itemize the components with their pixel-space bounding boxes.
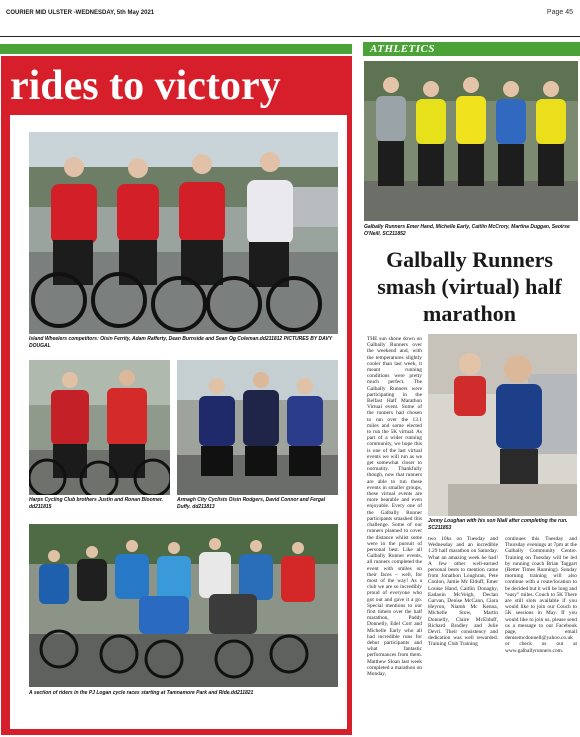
caption-race: A section of riders in the PJ Logan cycle races starting at Tamnamore Park and Ride.dd211821 [29,690,254,696]
galbally-group-photo [364,61,578,221]
article-column-2 [428,536,498,732]
caption-galbally-group: Galbally Runners Emer Hand, Michelle Early, Caitlin McCrory, Martina Duggan, Seoirse O'Neill. SC211852 [364,224,570,237]
green-bar [0,44,352,54]
caption-armagh: Armagh City Cyclists Oisin Rodgers, David Connor and Fergal Duffy. dd211813 [177,497,326,510]
header-rule [0,36,580,37]
caption-harps: Harps Cycling Club brothers Justin and Ronan Bloomer. dd211815 [29,497,163,510]
page-number: Page 45 [546,9,573,16]
article-column-3 [505,536,577,732]
headline: Galbally Runners smash (virtual) half marathon [377,247,562,326]
race-photo [29,524,338,687]
article-text-3: continues this Tuesday and Thursday evenings at 7pm at the Galbally Community Centre. Training on Tuesday will be led by running coach Brian Taggart (Better Times Running). Sunday morning training will also continue with a route/location to be decided but it will be long and “easy” miles. Couch to 5K There are still slots available if you would like to join our Couch to 5K sessions in May. If you would like to join us, please send us a message to our Facebook page, email denisemcdonnell@yahoo.co.uk or check us out at www.galballyrunners.com. [505,536,577,654]
harps-photo [29,360,170,495]
caption-loughan: Jonny Loughan with his son Niall after completing the run. SC211853 [428,518,568,531]
caption-island-wheelers: Island Wheelers competitors: Oisin Ferrity, Adam Rafferty, Dean Burnside and Sean Og Coleman.dd211812 PICTURES BY DAVY DOUGAL [29,336,332,349]
article-text-1: THE sun shone down on Galbally Runners over the weekend and, with the temperatures slightly cooler than last week, it meant running conditions were pretty much perfect. The Galbally Runners were participating in the Belfast Half Marathon Virtual event. Some of the runners had chosen to run over the 13.1 miles and some elected to run the 5K virtual. As part of a wider running community, we hope this is one of the last virtual events we will run as we get somewhat closer to normality. Thankfully though, now that runners are able to run these events in smaller groups, these virtual events are more bearable and even enjoyable. Every one of the Galbally Runner participants smashed this challenge. Some of our runners planned to cover the distance whilst some were in the pursuit of personal best. Like all Galbally Runner events, all runners completed the event with smiles on their faces – well, for most of the way! As a club we are so incredibly proud of everyone who got out and gave it a go. Special mentions to our first timers over the half marathon, Paddy Donnelly, Edel Corr and Michelle Early who all had incredible runs for debut participants and what fantastic performances from them. Matthew Sloan last week completed a marathon on Monday, [367,336,422,677]
section-label: ATHLETICS [370,43,436,55]
article-column-1 [367,336,422,732]
publication-line: COURIER MID ULSTER -WEDNESDAY, 5th May 2021 [6,10,155,16]
article-text-2: two 10ks on Tuesday and Wednesday and an incredible 1.29 half marathon on Saturday. What an amazing week he had! A few other well-earned personal bests to mention came from Jonathon Loughran, Pete Conlon, Jamie Mc Elduff, Emer Louise Hand, Caitlin Donaghy, Eadaoin McVeigh, Declan Garvan, Denise McCann, Ciara Heyron, Niamh Mc Kenna, Michelle Stow, Martin Donnelly, Claire McElduff, Richard Bradley and Julie Devri. Their consistency and dedication was well rewarded. Training Club Training [428,536,498,648]
armagh-photo [177,360,338,495]
cyclists-photo [29,132,338,334]
loughan-photo [428,334,577,516]
feature-title: rides to victory [10,63,281,109]
